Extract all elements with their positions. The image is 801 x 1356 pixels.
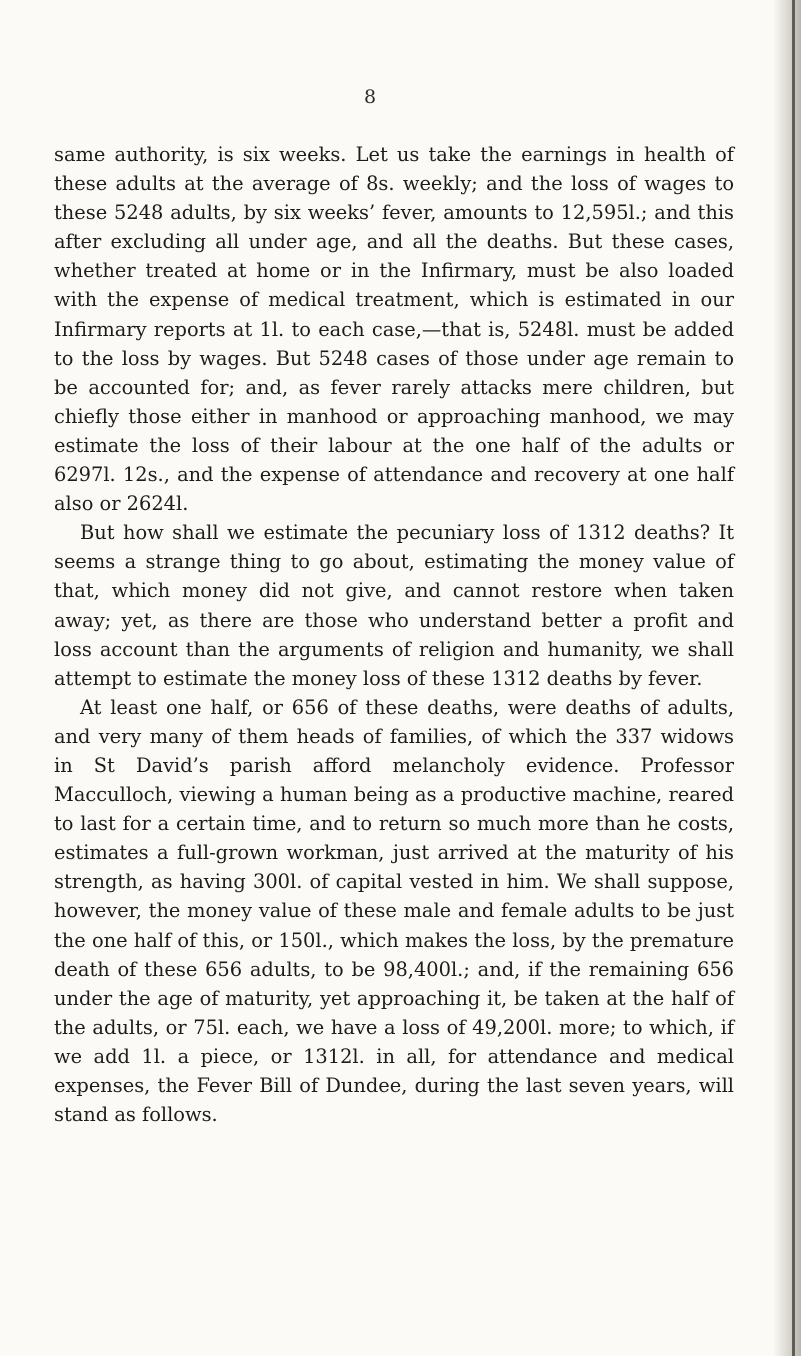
body-text — [54, 140, 734, 1129]
paragraph-pecuniary-loss: But how shall we estimate the pecuniary loss of 1312 deaths? It seems a strange thing to go about, estimating the money value of that, which money did not give, and cannot restore when taken away; yet, as there are those who understand better a profit and loss account than the arguments of religion and humanity, we shall attempt to estimate the money loss of these 1312 deaths by fever. — [54, 521, 734, 690]
page-number: 8 — [363, 86, 377, 108]
paragraph-adult-deaths: At least one half, or 656 of these deaths, were deaths of adults, and very many of them heads of families, of which the 337 widows in St David’s parish afford melancholy evidence. Professor Macculloch, viewing a human being as a productive machine, reared to last for a certain time, and to return so much more than he costs, estimates a full-grown workman, just arrived at the maturity of his strength, as having 300l. of capital vested in him. We shall suppose, however, the money value of these male and female adults to be just the one half of this, or 150l., which makes the loss, by the premature death of these 656 adults, to be 98,400l.; and, if the remaining 656 under the age of maturity, yet approaching it, be taken at the half of the adults, or 75l. each, we have a loss of 49,200l. more; to which, if we add 1l. a piece, or 1312l. in all, for attendance and medical expenses, the Fever Bill of Dundee, during the last seven years, will stand as follows. — [54, 695, 734, 1127]
page-edge-shadow — [773, 0, 801, 1356]
page-edge-line — [792, 0, 795, 1356]
paragraph-earnings: same authority, is six weeks. Let us take the earnings in health of these adults at the average of 8s. weekly; and the loss of wages to these 5248 adults, by six weeks’ fever, amounts to 12,595l.; and this after excluding all under age, and all the deaths. But these cases, whether treated at home or in the Infirmary, must be also loaded with the expense of medical treatment, which is estimated in our Infirmary reports at 1l. to each case,—that is, 5248l. must be added to the loss by wages. But 5248 cases of those under age remain to be accounted for; and, as fever rarely attacks mere children, but chiefly those either in manhood or approaching manhood, we may estimate the loss of their labour at the one half of the adults or 6297l. 12s., and the expense of attendance and recovery at one half also or 2624l. — [54, 143, 734, 516]
